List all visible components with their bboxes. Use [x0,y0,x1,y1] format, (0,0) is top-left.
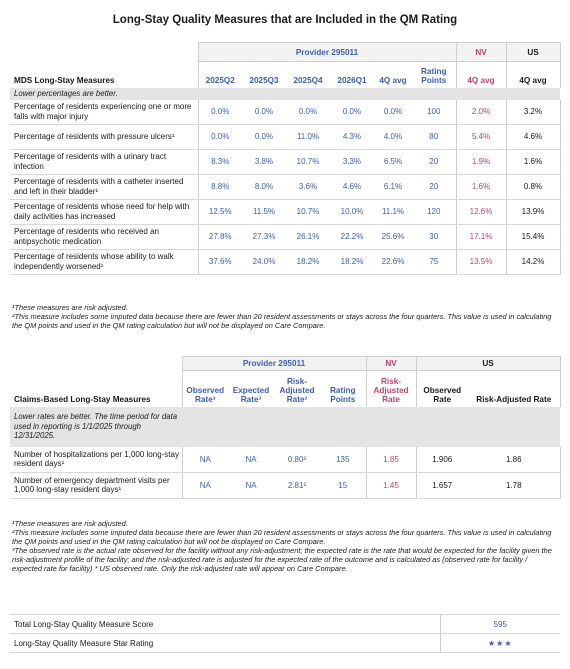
total-score-value: 595 [440,615,560,634]
measure-name: Percentage of residents whose need for help with daily activities has increased [10,199,198,224]
value-risk-adjusted-rate: 0.80² [274,447,320,473]
value-2025q3: 8.0% [242,174,286,199]
value-2026q1: 22.2% [330,224,374,249]
provider-header: Provider 295011 [198,43,456,62]
mds-measure-row [10,249,560,274]
mds-measure-row [10,124,560,149]
value-nv-4q-avg: 1.9% [456,149,506,174]
value-nv-risk-adjusted: 1.85 [366,447,416,473]
value-2026q1: 4.6% [330,174,374,199]
claims-measure-name: Number of hospitalizations per 1,000 long-stay resident days¹ [10,447,182,473]
col-rating-points: Rating Points [421,66,447,85]
value-2025q3: 0.0% [242,124,286,149]
value-2025q2: 8.8% [198,174,242,199]
value-us-4q-avg: 4.6% [506,124,560,149]
mds-long-stay-table [10,42,561,275]
col-risk-adjusted-rate: Risk-Adjusted Rate³ [279,376,315,404]
value-2025q3: 3.8% [242,149,286,174]
value-2025q3: 24.0% [242,249,286,274]
value-2025q3: 11.5% [242,199,286,224]
value-us-4q-avg: 15.4% [506,224,560,249]
value-2025q4: 10.7% [286,149,330,174]
value-observed-rate: NA [182,472,228,498]
value-2025q3: 0.0% [242,100,286,125]
measure-name: Percentage of residents who received an antipsychotic medication [10,224,198,249]
provider-header-claims: Provider 295011 [182,357,366,371]
value-claims-rating-points: 15 [320,472,366,498]
value-us-4q-avg: 14.2% [506,249,560,274]
mds-measure-row [10,224,560,249]
value-rating-points: 20 [412,149,456,174]
value-4q-avg: 6.1% [374,174,412,199]
value-2025q2: 0.0% [198,124,242,149]
footnote2-risk-adjusted: ¹These measures are risk adjusted. [12,519,128,528]
value-us-risk-adjusted: 1.78 [468,472,560,498]
footnote-imputed-data: ²This measure includes some imputed data because there are fewer than 20 resident assessments or stays across the four quarters. This value is used in calculating the QM points and used in the QM rating calculation but will not be displayed on Care Compare. [12,312,552,330]
value-2025q4: 10.7% [286,199,330,224]
value-2025q4: 26.1% [286,224,330,249]
claims-section-label: Claims-Based Long-Stay Measures [14,394,151,404]
col-us-4q-avg: 4Q avg [506,62,560,88]
us-header: US [506,43,560,62]
value-4q-avg: 4.0% [374,124,412,149]
claims-note-filler [182,407,560,447]
us-header-claims: US [416,357,560,371]
value-4q-avg: 25.6% [374,224,412,249]
value-rating-points: 20 [412,174,456,199]
value-us-4q-avg: 0.8% [506,174,560,199]
mds-measure-row [10,100,560,125]
value-2025q2: 0.0% [198,100,242,125]
state-header: NV [456,43,506,62]
value-rating-points: 75 [412,249,456,274]
state-header-claims: NV [366,357,416,371]
measure-name: Percentage of residents with pressure ulcers¹ [10,124,198,149]
value-expected-rate: NA [228,447,274,473]
measure-name: Percentage of residents with a catheter inserted and left in their bladder¹ [10,174,198,199]
value-rating-points: 80 [412,124,456,149]
claims-measure-row [10,447,560,473]
col-2025q4: 2025Q4 [293,75,323,85]
col-us-observed: Observed Rate [416,371,468,407]
value-4q-avg: 6.5% [374,149,412,174]
claims-long-stay-table [10,356,561,499]
value-observed-rate: NA [182,447,228,473]
value-rating-points: 120 [412,199,456,224]
claims-measure-row [10,472,560,498]
col-4q-avg: 4Q avg [379,75,407,85]
value-nv-4q-avg: 13.5% [456,249,506,274]
section-label: MDS Long-Stay Measures [14,75,115,85]
value-nv-4q-avg: 2.0% [456,100,506,125]
footnote2-rate-definitions: ³The observed rate is the actual rate observed for the facility without any risk-adjustment; the expected rate is the rate that would be expected for the facility given the risk-adjustment profile of the facility; and the risk-adjusted rate is adjusted for the expected rate of the outcome and is calculated as (observed rate for facility / expected rate for facility) * US observed rate. Only the risk-adjusted rate will appear on Care Compare. [12,546,552,573]
value-4q-avg: 0.0% [374,100,412,125]
col-nv-risk-adjusted: Risk-Adjusted Rate [366,371,416,407]
col-2025q2: 2025Q2 [198,62,242,88]
value-2025q4: 18.2% [286,249,330,274]
lower-is-better-note: Lower percentages are better. [10,88,560,100]
value-2025q3: 27.3% [242,224,286,249]
value-us-observed: 1.906 [416,447,468,473]
footnotes-mds [12,303,557,330]
claims-measure-rows [10,447,560,499]
value-nv-4q-avg: 12.6% [456,199,506,224]
col-expected-rate: Expected Rate³ [232,385,270,404]
value-us-observed: 1.657 [416,472,468,498]
page-title: Long-Stay Quality Measures that are Included in the QM Rating [112,14,458,26]
value-4q-avg: 11.1% [374,199,412,224]
col-2026q1: 2026Q1 [337,75,367,85]
col-us-risk-adjusted: Risk-Adjusted Rate [468,371,560,407]
value-2025q4: 0.0% [286,100,330,125]
value-us-4q-avg: 13.9% [506,199,560,224]
total-score-label: Total Long-Stay Quality Measure Score [10,615,440,634]
value-2026q1: 0.0% [330,100,374,125]
claims-measure-name: Number of emergency department visits per 1,000 long-stay resident days¹ [10,472,182,498]
value-2025q2: 37.6% [198,249,242,274]
value-2025q4: 11.0% [286,124,330,149]
value-nv-risk-adjusted: 1.45 [366,472,416,498]
measure-name: Percentage of residents whose ability to walk independently worsened¹ [10,249,198,274]
col-claims-rating-points: Rating Points [330,385,356,404]
value-2026q1: 10.0% [330,199,374,224]
claims-lower-is-better-note: Lower rates are better. The time period for data used in reporting is 1/1/2025 through 12/31/2025. [10,407,182,447]
mds-measure-rows [10,100,560,275]
measure-name: Percentage of residents experiencing one or more falls with major injury [10,100,198,125]
value-us-risk-adjusted: 1.86 [468,447,560,473]
value-nv-4q-avg: 1.6% [456,174,506,199]
footnote-risk-adjusted: ¹These measures are risk adjusted. [12,303,128,312]
mds-measure-row [10,149,560,174]
col-nv-4q-avg: 4Q avg [456,62,506,88]
mds-measure-row [10,174,560,199]
value-2026q1: 18.2% [330,249,374,274]
value-2025q4: 3.6% [286,174,330,199]
value-2025q2: 27.8% [198,224,242,249]
summary-table [10,614,560,653]
value-expected-rate: NA [228,472,274,498]
value-nv-4q-avg: 17.1% [456,224,506,249]
mds-measure-row [10,199,560,224]
star-rating-label: Long-Stay Quality Measure Star Rating [10,634,440,653]
value-4q-avg: 22.6% [374,249,412,274]
value-2025q2: 12.5% [198,199,242,224]
value-2025q2: 8.3% [198,149,242,174]
value-2026q1: 4.3% [330,124,374,149]
col-observed-rate: Observed Rate³ [182,371,228,407]
measure-name: Percentage of residents with a urinary tract infection [10,149,198,174]
value-risk-adjusted-rate: 2.81² [274,472,320,498]
value-claims-rating-points: 135 [320,447,366,473]
star-rating-value: ★★★ [440,634,560,653]
value-nv-4q-avg: 5.4% [456,124,506,149]
value-rating-points: 30 [412,224,456,249]
value-us-4q-avg: 3.2% [506,100,560,125]
footnote2-imputed-data: ²This measure includes some imputed data because there are fewer than 20 resident assessments or stays across the four quarters. This value is used in calculating the QM points and used in the QM rating calculation but will not be displayed on Care Compare. [12,528,552,546]
footnotes-claims [12,519,557,573]
value-rating-points: 100 [412,100,456,125]
value-us-4q-avg: 1.6% [506,149,560,174]
value-2026q1: 3.3% [330,149,374,174]
col-2025q3: 2025Q3 [249,75,279,85]
